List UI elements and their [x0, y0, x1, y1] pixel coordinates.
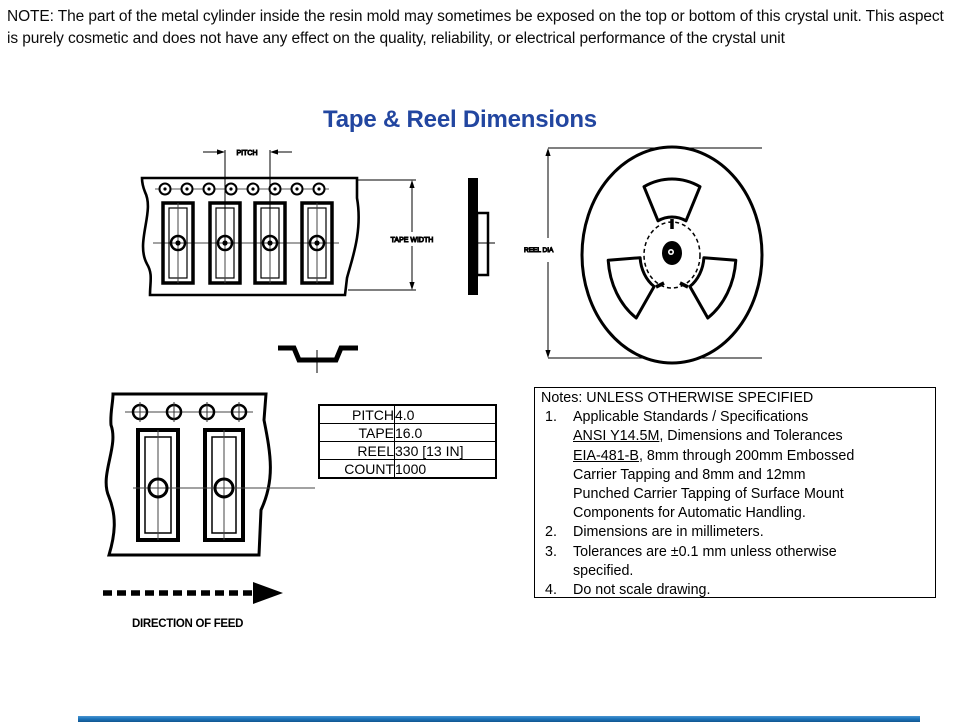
dimension-value-cell: 330 [13 IN]: [395, 442, 497, 460]
notes-line-text: Tolerances are ±0.1 mm unless otherwise: [573, 543, 837, 560]
notes-line: [541, 523, 931, 542]
dimensions-table-body: [319, 405, 496, 478]
table-row: [319, 424, 496, 442]
feed-arrow: [95, 578, 295, 614]
reel-drawing: [518, 140, 783, 370]
side-profile-pocket: [477, 213, 488, 275]
notes-line: [541, 427, 931, 446]
footer-rule: [78, 716, 920, 722]
notes-box: [534, 387, 936, 598]
notes-line: [541, 485, 931, 504]
dimension-name-cell: TAPE: [319, 424, 395, 442]
dimension-value-cell: 4.0: [395, 405, 497, 424]
notes-line: [541, 543, 931, 562]
table-row: [319, 442, 496, 460]
notes-line-number: 2.: [545, 524, 557, 541]
notes-line: [541, 562, 931, 581]
direction-of-feed-label: DIRECTION OF FEED: [132, 618, 244, 630]
notes-line: [541, 504, 931, 523]
page-title: Tape & Reel Dimensions: [323, 106, 597, 133]
table-row: [319, 405, 496, 424]
tape-width-label: TAPE WIDTH: [390, 237, 434, 244]
pitch-label: PITCH: [236, 150, 258, 157]
notes-line-text: Punched Carrier Tapping of Surface Mount: [573, 486, 844, 503]
note-paragraph: NOTE: The part of the metal cylinder inside the resin mold may sometimes be exposed on the top or bottom of this crystal unit. This aspect is purely cosmetic and does not have any effect on the quality, reliability, or electrical performance of the crystal unit: [7, 8, 944, 47]
notes-line-number: 4.: [545, 582, 557, 599]
dimension-name-cell: REEL: [319, 442, 395, 460]
notes-line-text: EIA-481-B, 8mm through 200mm Embossed: [573, 447, 855, 464]
reel-center-hole: [662, 241, 682, 265]
tape-segment-outline: [106, 394, 270, 555]
notes-line-number: 3.: [545, 543, 557, 560]
notes-heading: Notes: UNLESS OTHERWISE SPECIFIED: [541, 390, 814, 406]
notes-line-text: specified.: [573, 562, 634, 579]
tape-side-profile-drawing: [450, 165, 505, 335]
notes-line-text: Applicable Standards / Specifications: [573, 409, 809, 426]
dimensions-table: [318, 404, 497, 479]
notes-line-text: Components for Automatic Handling.: [573, 505, 806, 522]
dimension-name-cell: PITCH: [319, 405, 395, 424]
notes-line-text: Dimensions are in millimeters.: [573, 524, 764, 541]
notes-line: [541, 447, 931, 466]
table-row: [319, 460, 496, 479]
notes-line: [541, 581, 931, 600]
notes-line-text: ANSI Y14.5M, Dimensions and Tolerances: [573, 428, 843, 445]
tape-top-view-drawing: [123, 140, 458, 380]
tape-cross-section: [278, 348, 358, 373]
tape-bottom-view-drawing: [93, 385, 318, 565]
dimension-value-cell: 1000: [395, 460, 497, 479]
dimension-name-cell: COUNT: [319, 460, 395, 479]
notes-lines: [541, 408, 931, 600]
notes-line-text: Do not scale drawing.: [573, 582, 711, 599]
notes-line-number: 1.: [545, 409, 557, 426]
notes-line-text: Carrier Tapping and 8mm and 12mm: [573, 466, 806, 483]
dimension-value-cell: 16.0: [395, 424, 497, 442]
tape-width-dimension: [348, 180, 441, 290]
reel-dia-label: REEL DIA: [524, 247, 554, 254]
notes-line: [541, 408, 931, 427]
notes-line: [541, 466, 931, 485]
